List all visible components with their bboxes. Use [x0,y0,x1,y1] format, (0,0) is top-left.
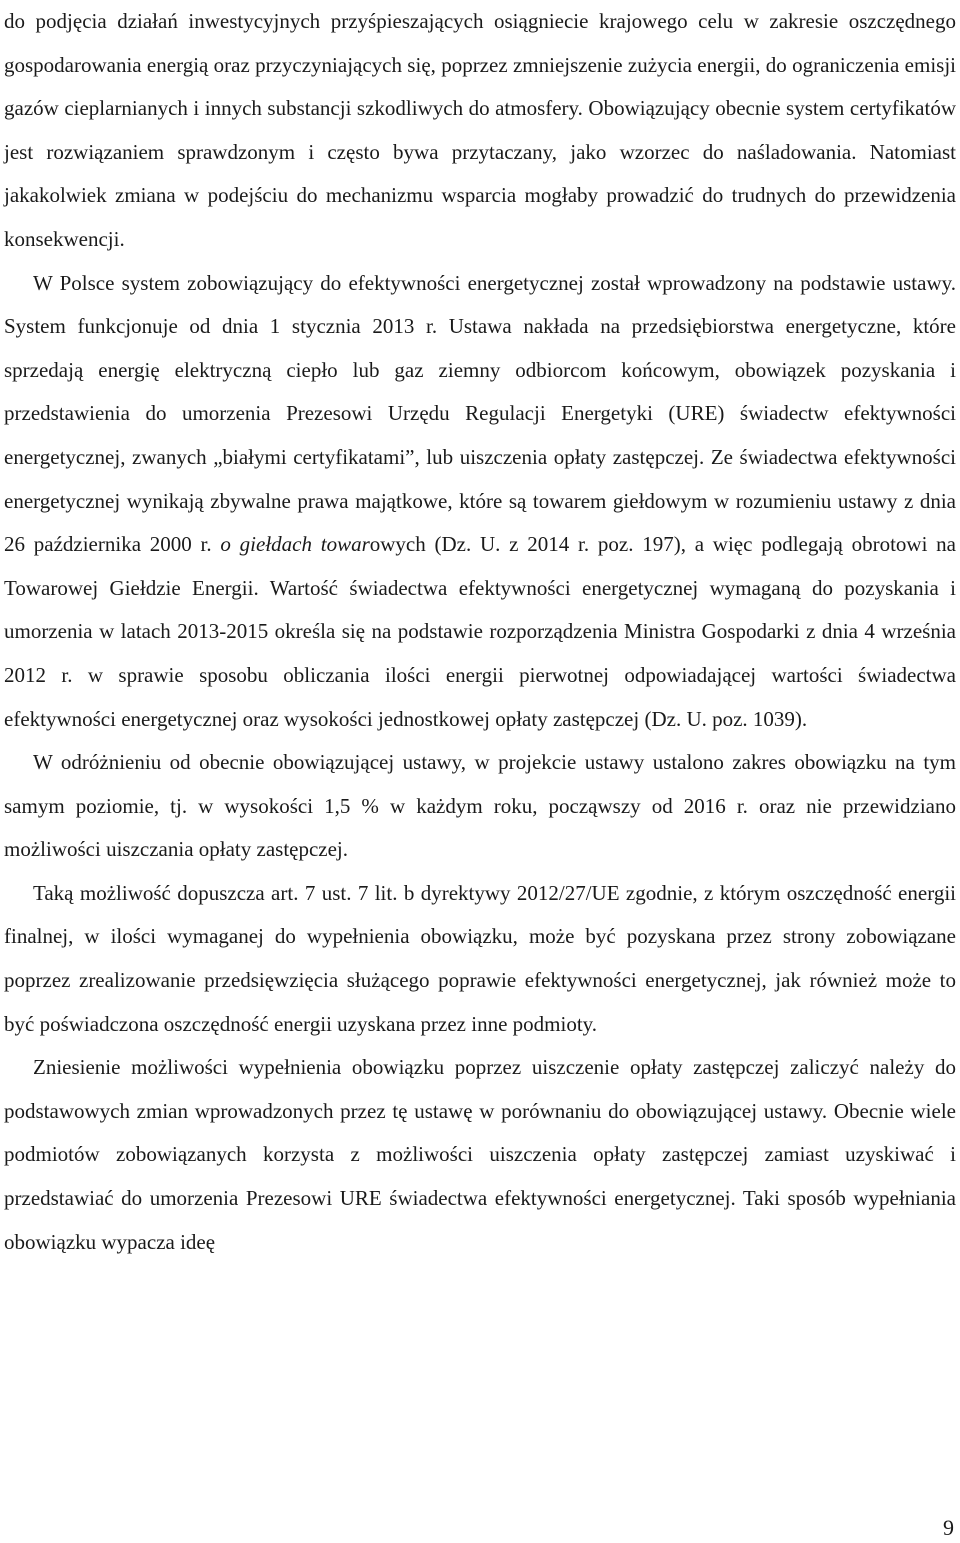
paragraph-1-text: do podjęcia działań inwestycyjnych przyśpieszających osiągniecie krajowego celu w zakresie oszczędnego gospodarowania energią oraz przyczyniających się, poprzez zmniejszenie zużycia energii, do ograniczenia emisji gazów cieplarnianych i innych substancji szkodliwych do atmosfery. Obowiązujący obecnie system certyfikatów jest rozwiązaniem sprawdzonym i często bywa przytaczany, jako wzorzec do naśladowania. Natomiast jakakolwiek zmiana w podejściu do mechanizmu wsparcia mogłaby prowadzić do trudnych do przewidzenia konsekwencji. [4,9,956,251]
paragraph-2-italic-title: o giełdach towar [220,532,370,557]
paragraph-4-text: Taką możliwość dopuszcza art. 7 ust. 7 lit. b dyrektywy 2012/27/UE zgodnie, z którym oszczędność energii finalnej, w ilości wymaganej do wypełnienia obowiązku, może być pozyskana przez strony zobowiązane poprzez zrealizowanie przedsięwzięcia służącego poprawie efektywności energetycznej, jak również może to być poświadczona oszczędność energii uzyskana przez inne podmioty. [4,880,956,1036]
paragraph-3 [4,741,956,872]
paragraph-5 [4,1046,956,1264]
paragraph-5-text: Zniesienie możliwości wypełnienia obowiązku poprzez uiszczenie opłaty zastępczej zaliczyć należy do podstawowych zmian wprowadzonych przez tę ustawę w porównaniu do obowiązującej ustawy. Obecnie wiele podmiotów zobowiązanych korzysta z możliwości uiszczenia opłaty zastępczej zamiast uzyskiwać i przedstawiać do umorzenia Prezesowi URE świadectwa efektywności energetycznej. Taki sposób wypełniania obowiązku wypacza ideę [4,1055,956,1254]
paragraph-4 [4,872,956,1046]
page-number: 9 [943,1515,954,1540]
paragraph-2-text-a: W Polsce system zobowiązujący do efektywności energetycznej został wprowadzony na podstawie ustawy. System funkcjonuje od dnia 1 stycznia 2013 r. Ustawa nakłada na przedsiębiorstwa energetyczne, które sprzedają energię elektryczną ciepło lub gaz ziemny odbiorcom końcowym, obowiązek pozyskania i przedstawienia do umorzenia Prezesowi Urzędu Regulacji Energetyki (URE) świadectw efektywności energetycznej, zwanych „białymi certyfikatami”, lub uiszczenia opłaty zastępczej. Ze świadectwa efektywności energetycznej wynikają zbywalne prawa majątkowe, które są towarem giełdowym w rozumieniu ustawy z dnia 26 października 2000 r. [4,270,956,557]
paragraph-2-text-b: owych (Dz. U. z 2014 r. poz. 197), a więc podlegają obrotowi na Towarowej Giełdzie Energii. Wartość świadectwa efektywności energetycznej wymaganą do pozyskania i umorzenia w latach 2013-2015 określa się na podstawie rozporządzenia Ministra Gospodarki z dnia 4 września 2012 r. w sprawie sposobu obliczania ilości energii pierwotnej odpowiadającej wartości świadectwa efektywności energetycznej oraz wysokości jednostkowej opłaty zastępczej (Dz. U. poz. 1039). [4,532,957,731]
paragraph-3-text: W odróżnieniu od obecnie obowiązującej ustawy, w projekcie ustawy ustalono zakres obowiązku na tym samym poziomie, tj. w wysokości 1,5 % w każdym roku, począwszy od 2016 r. oraz nie przewidziano możliwości uiszczania opłaty zastępczej. [4,750,956,862]
paragraph-1 [4,0,956,262]
document-body [4,0,956,1264]
paragraph-2 [4,262,956,742]
